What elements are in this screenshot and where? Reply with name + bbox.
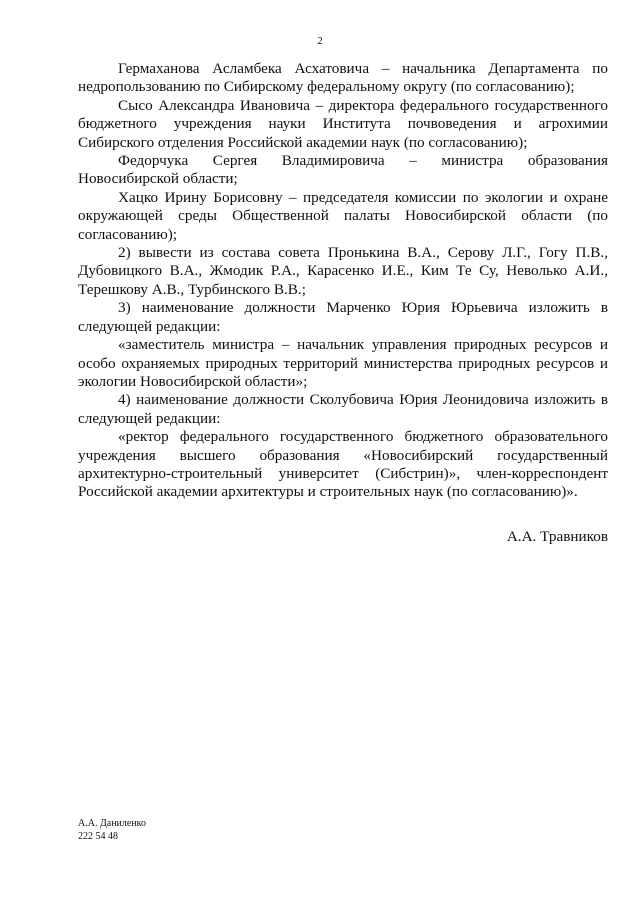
paragraph-skolubovich-new-title: «ректор федерального государственного бюджетного образовательного учреждения высшего образования «Новосибирский государственный архитектурно-строительный университет (Сибстрин)», член-корреспондент Российской академии архитектуры и строительных наук (по согласованию)». — [78, 428, 608, 501]
paragraph-germakhanov: Гермаханова Асламбека Асхатовича – начальника Департамента по недропользованию по Сибирскому федеральному округу (по согласованию); — [78, 60, 608, 96]
paragraph-skolubovich-position: 4) наименование должности Сколубовича Юрия Леонидовича изложить в следующей редакции: — [78, 391, 608, 427]
paragraph-fedorchuk: Федорчука Сергея Владимировича – министра образования Новосибирской области; — [78, 152, 608, 188]
paragraph-marchenko-position: 3) наименование должности Марченко Юрия Юрьевича изложить в следующей редакции: — [78, 299, 608, 335]
paragraph-syso: Сысо Александра Ивановича – директора федерального государственного бюджетного учреждения науки Института почвоведения и агрохимии Сибирского отделения Российской академии наук (по согласованию); — [78, 96, 608, 151]
executor-phone: 222 54 48 — [78, 830, 118, 842]
signature: А.А. Травников — [506, 528, 608, 545]
document-body — [78, 60, 608, 502]
executor-info — [78, 818, 146, 843]
paragraph-khatsko: Хацко Ирину Борисовну – председателя комиссии по экологии и охране окружающей среды Общественной палаты Новосибирской области (по согласованию); — [78, 188, 608, 243]
paragraph-removal-list: 2) вывести из состава совета Пронькина В.А., Серову Л.Г., Гогу П.В., Дубовицкого В.А., Жмодик Р.А., Карасенко И.Е., Ким Те Су, Неволько А.И., Терешкову А.В., Турбинского В.В.; — [78, 244, 608, 298]
executor-name: А.А. Даниленко — [78, 818, 147, 829]
page-number: 2 — [317, 35, 323, 47]
paragraph-marchenko-new-title: «заместитель министра – начальник управления природных ресурсов и особо охраняемых природных территорий министерства природных ресурсов и экологии Новосибирской области»; — [78, 336, 608, 390]
